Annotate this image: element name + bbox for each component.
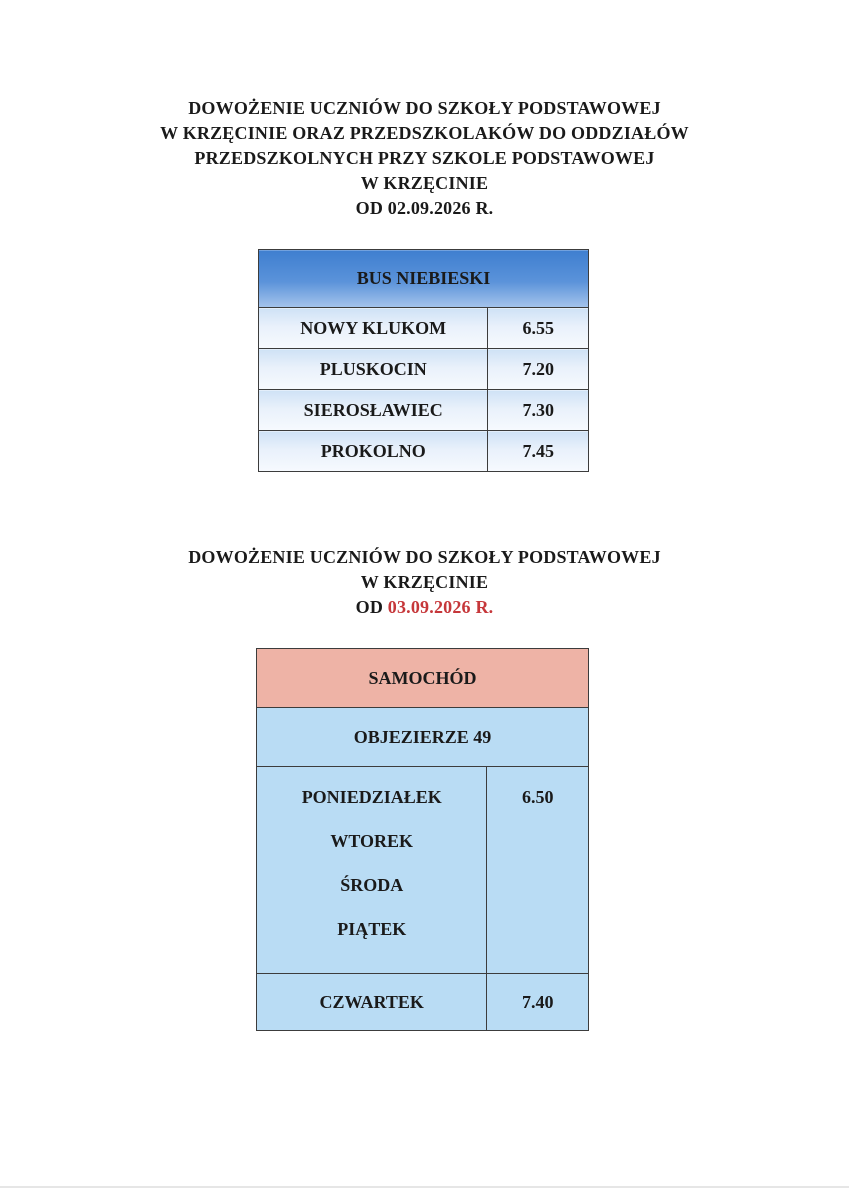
table-header-row <box>259 250 589 308</box>
table-row <box>259 390 589 431</box>
table-row <box>259 349 589 390</box>
departure-time: 7.20 <box>488 349 589 390</box>
stop-name: PLUSKOCIN <box>259 349 488 390</box>
scan-edge-divider <box>0 1186 849 1188</box>
table-row <box>259 308 589 349</box>
weekday: ŚRODA <box>340 875 404 895</box>
heading-line: W KRZĘCINIE <box>360 173 489 193</box>
bus-schedule-table <box>258 249 589 472</box>
departure-time: 7.45 <box>488 431 589 472</box>
departure-time: 6.50 <box>487 767 589 974</box>
stop-name: SIEROSŁAWIEC <box>259 390 488 431</box>
car-schedule-table <box>256 648 589 1031</box>
heading-line: DOWOŻENIE UCZNIÓW DO SZKOŁY PODSTAWOWEJ <box>188 98 661 118</box>
stop-name: PROKOLNO <box>259 431 488 472</box>
table-header-row <box>257 649 589 708</box>
bus-name-header: BUS NIEBIESKI <box>259 250 589 308</box>
table-row <box>259 431 589 472</box>
date-value: 03.09.2026 R. <box>387 597 494 617</box>
weekday: PIĄTEK <box>337 919 407 939</box>
weekday: CZWARTEK <box>257 974 487 1031</box>
stop-name: NOWY KLUKOM <box>259 308 488 349</box>
table-subheader-row <box>257 708 589 767</box>
table-row <box>257 767 589 974</box>
heading-line: W KRZĘCINIE ORAZ PRZEDSZKOLAKÓW DO ODDZIAŁÓW <box>160 123 689 143</box>
weekday: WTOREK <box>330 831 414 851</box>
section2-heading <box>0 545 849 620</box>
section1-heading <box>0 96 849 221</box>
weekday-list <box>257 767 487 974</box>
heading-line: OD 02.09.2026 R. <box>355 198 494 218</box>
heading-date-line <box>0 595 849 620</box>
heading-line: W KRZĘCINIE <box>360 572 489 592</box>
stop-subheader: OBJEZIERZE 49 <box>257 708 589 767</box>
departure-time: 7.40 <box>487 974 589 1031</box>
heading-line: DOWOŻENIE UCZNIÓW DO SZKOŁY PODSTAWOWEJ <box>188 547 661 567</box>
departure-time: 6.55 <box>488 308 589 349</box>
table-row <box>257 974 589 1031</box>
weekday: PONIEDZIAŁEK <box>301 787 442 807</box>
departure-time: 7.30 <box>488 390 589 431</box>
date-prefix: OD <box>355 597 388 617</box>
vehicle-header: SAMOCHÓD <box>257 649 589 708</box>
heading-line: PRZEDSZKOLNYCH PRZY SZKOLE PODSTAWOWEJ <box>194 148 655 168</box>
